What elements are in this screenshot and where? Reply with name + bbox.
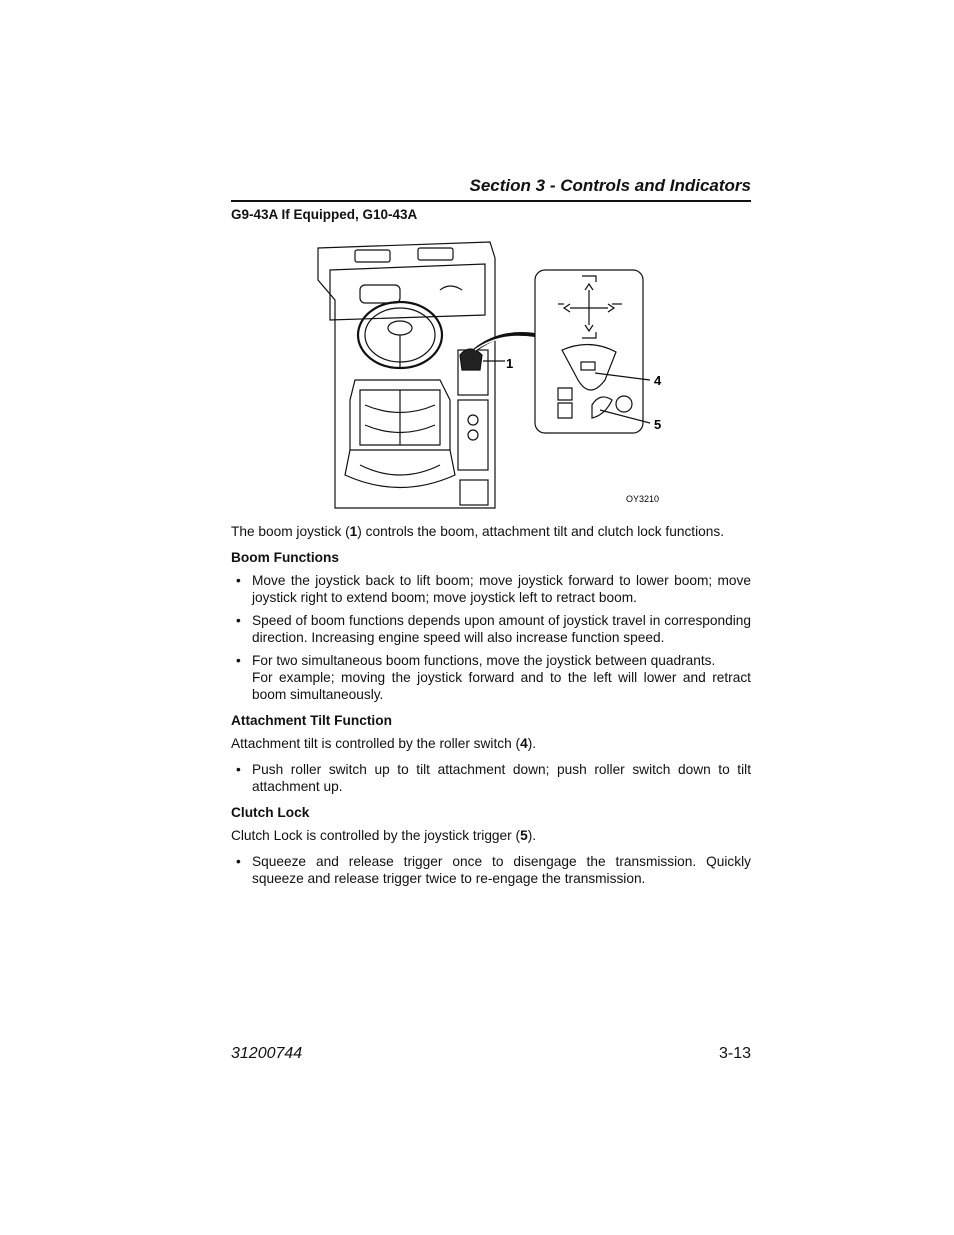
figure-code: OY3210 <box>626 494 660 504</box>
intro-paragraph: The boom joystick (1) controls the boom, attachment tilt and clutch lock functions. <box>231 524 724 539</box>
ref-roller: 4 <box>520 736 528 751</box>
document-number: 31200744 <box>231 1045 303 1062</box>
cab-controls-illustration <box>300 240 670 515</box>
body-content <box>231 523 751 896</box>
tilt-paragraph: Attachment tilt is controlled by the roller switch (4). <box>231 736 537 751</box>
header-rule <box>231 200 751 202</box>
boom-functions-list <box>231 572 751 703</box>
attachment-tilt-heading: Attachment Tilt Function <box>231 713 392 728</box>
boom-functions-heading: Boom Functions <box>231 550 339 565</box>
ref-joystick: 1 <box>349 524 358 539</box>
callout-1: 1 <box>506 356 514 371</box>
clutch-list <box>231 853 751 887</box>
model-subheading: G9-43A If Equipped, G10-43A <box>231 207 418 222</box>
clutch-paragraph: Clutch Lock is controlled by the joystick trigger (5). <box>231 828 537 843</box>
list-item: • Speed of boom functions depends upon amount of joystick travel in corresponding direction. Increasing engine speed will also increase function speed. <box>236 613 751 645</box>
clutch-lock-heading: Clutch Lock <box>231 805 310 820</box>
section-title: Section 3 - Controls and Indicators <box>469 176 751 195</box>
list-item: • For two simultaneous boom functions, move the joystick between quadrants. For example; moving the joystick forward and to the left will lower and retract boom simultaneously. <box>236 653 751 702</box>
list-item: • Squeeze and release trigger once to disengage the transmission. Quickly squeeze and release trigger twice to re-engage the transmission. <box>236 854 751 886</box>
tilt-list <box>231 761 751 795</box>
cab-line-drawing <box>300 240 670 515</box>
callout-5: 5 <box>654 417 662 432</box>
callout-4: 4 <box>654 373 662 388</box>
list-item: • Move the joystick back to lift boom; move joystick forward to lower boom; move joystick right to extend boom; move joystick left to retract boom. <box>236 573 751 605</box>
list-item: • Push roller switch up to tilt attachment down; push roller switch down to tilt attachment up. <box>236 762 751 794</box>
ref-trigger: 5 <box>520 828 528 843</box>
page-number: 3-13 <box>718 1045 751 1062</box>
